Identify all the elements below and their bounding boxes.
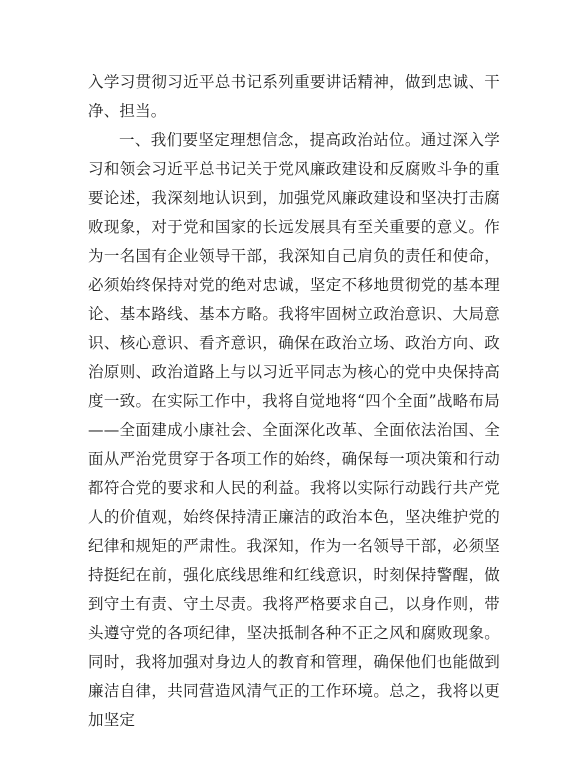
paragraph-continued: 入学习贯彻习近平总书记系列重要讲话精神，做到忠诚、干净、担当。 <box>88 73 500 120</box>
document-body <box>88 68 500 735</box>
paragraph-political-stance: 一、我们要坚定理想信念，提高政治站位。通过深入学习和领会习近平总书记关于党风廉政建设和反腐败斗争的重要论述，我深刻地认识到，加强党风廉政建设和坚决打击腐败现象，对于党和国家的长远发展具有至关重要的意义。作为一名国有企业领导干部，我深知自己肩负的责任和使命，必须始终保持对党的绝对忠诚，坚定不移地贯彻党的基本理论、基本路线、基本方略。我将牢固树立政治意识、大局意识、核心意识、看齐意识，确保在政治立场、政治方向、政治原则、政治道路上与以习近平同志为核心的党中央保持高度一致。在实际工作中，我将自觉地将“四个全面”战略布局——全面建成小康社会、全面深化改革、全面依法治国、全面从严治党贯穿于各项工作的始终，确保每一项决策和行动都符合党的要求和人民的利益。我将以实际行动践行共产党人的价值观，始终保持清正廉洁的政治本色，坚决维护党的纪律和规矩的严肃性。我深知，作为一名领导干部，必须坚持挺纪在前，强化底线思维和红线意识，时刻保持警醒，做到守土有责、守土尽责。我将严格要求自己，以身作则，带头遵守党的各项纪律，坚决抵制各种不正之风和腐败现象。同时，我将加强对身边人的教育和管理，确保他们也能做到廉洁自律，共同营造风清气正的工作环境。总之，我将以更加坚定 <box>88 131 500 729</box>
